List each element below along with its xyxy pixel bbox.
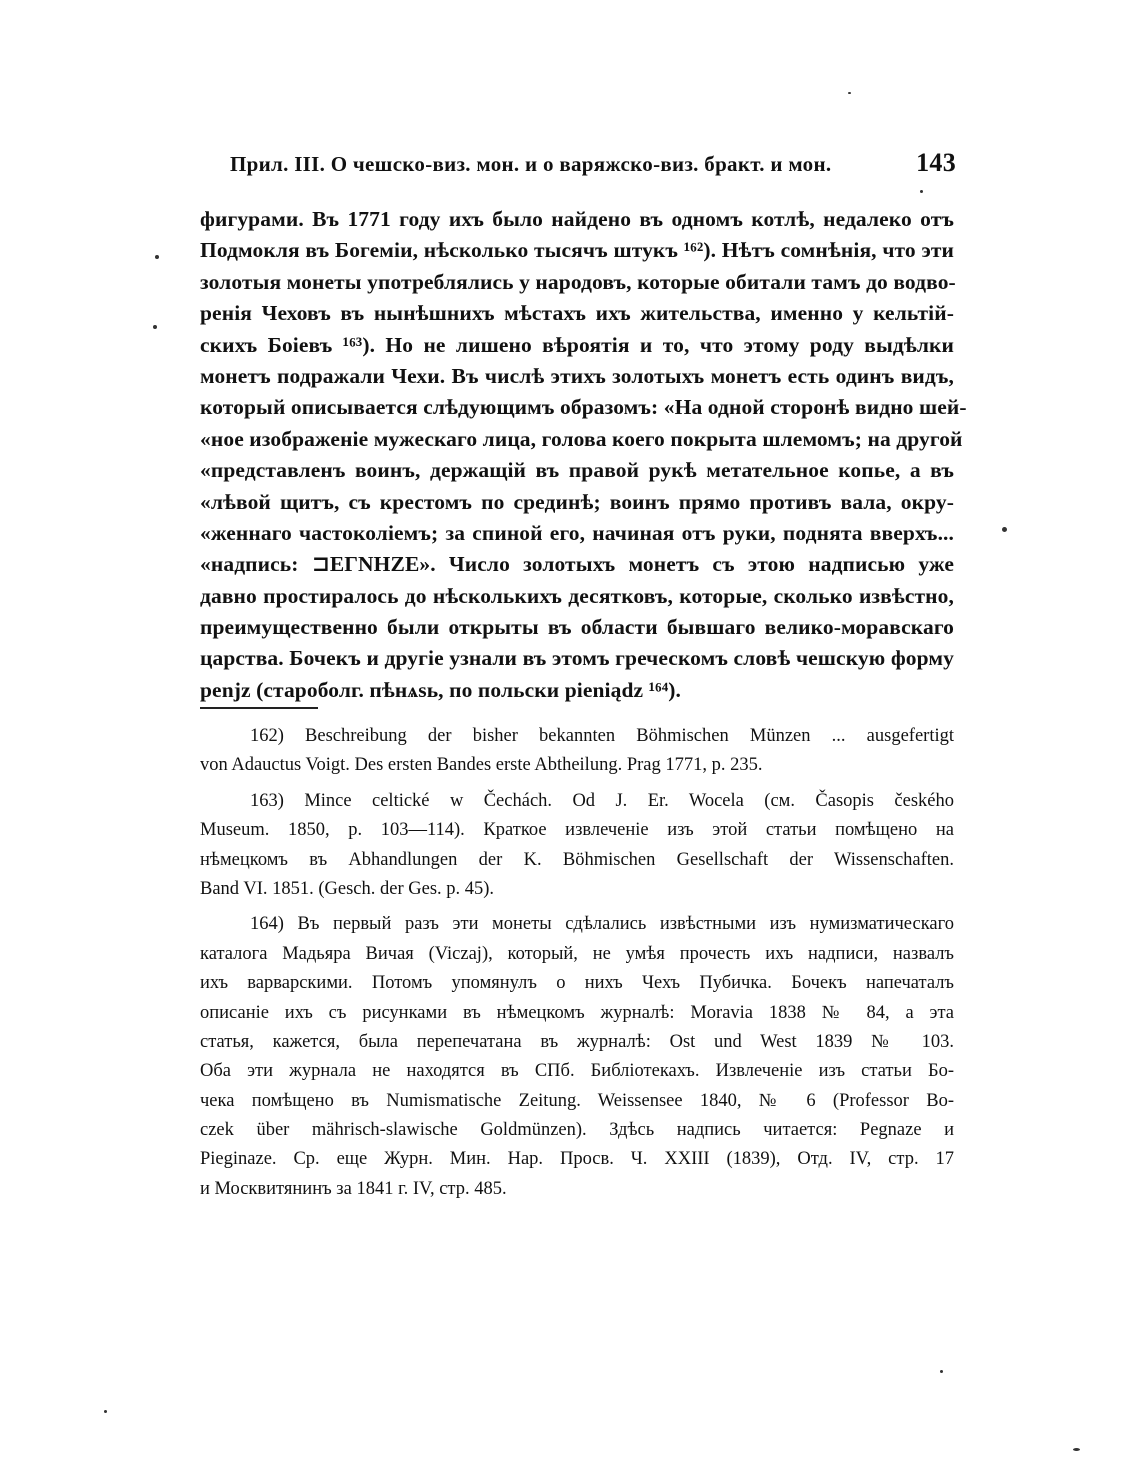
footnote-163 bbox=[200, 787, 954, 905]
footnote-line: czek über mährisch-slawische Goldmünzen). Здѣсь надпись читается: Pegnaze и bbox=[200, 1120, 954, 1141]
running-header bbox=[230, 148, 956, 178]
footnote-line: нѣмецкомъ въ Abhandlungen der K. Böhmischen Gesellschaft der Wissenschaften. bbox=[200, 849, 954, 870]
footnote-separator bbox=[200, 707, 318, 709]
scan-speck bbox=[920, 190, 923, 193]
scan-speck bbox=[848, 92, 851, 94]
body-line: «ное изображеніе мужескаго лица, голова коего покрыта шлемомъ; на другой bbox=[200, 426, 963, 451]
page-number: 143 bbox=[916, 148, 956, 177]
body-line: царства. Бочекъ и другіе узнали въ этомъ греческомъ словѣ чешскую форму bbox=[200, 646, 954, 671]
body-line: «лѣвой щитъ, съ крестомъ по срединѣ; воинъ прямо противъ вала, окру- bbox=[200, 489, 954, 514]
footnote-line: Pieginaze. Ср. еще Журн. Мин. Нар. Просв. Ч. XXIII (1839), Отд. IV, стр. 17 bbox=[200, 1149, 954, 1170]
footnote-line: ихъ варварскими. Потомъ упомянулъ о нихъ Чехъ Пубичка. Бочекъ напечаталъ bbox=[200, 973, 954, 994]
scan-speck bbox=[153, 325, 157, 329]
main-paragraph bbox=[200, 204, 967, 706]
body-line: Подмокля въ Богеміи, нѣсколько тысячъ штукъ ¹⁶²). Нѣтъ сомнѣнія, что эти bbox=[200, 238, 954, 263]
body-line: «представленъ воинъ, держащій въ правой рукѣ метательное копье, а въ bbox=[200, 458, 954, 483]
scan-speck bbox=[940, 1370, 943, 1373]
body-line: преимущественно были открыты въ области бывшаго велико-моравскаго bbox=[200, 615, 954, 640]
footnote-line: Оба эти журнала не находятся въ СПб. Библіотекахъ. Извлеченіе изъ статьи Бо- bbox=[200, 1061, 954, 1082]
footnote-line: Band VI. 1851. (Gesch. der Ges. p. 45). bbox=[200, 878, 495, 899]
footnote-line: описаніе ихъ съ рисунками въ нѣмецкомъ журналѣ: Moravia 1838 № 84, а эта bbox=[200, 1002, 954, 1023]
footnote-line: 162) Beschreibung der bisher bekannten Böhmischen Münzen ... ausgefertigt bbox=[250, 726, 954, 746]
footnote-line: von Adauctus Voigt. Des ersten Bandes erste Abtheilung. Prag 1771, p. 235. bbox=[200, 755, 763, 776]
footnote-line: Museum. 1850, p. 103—114). Краткое извлеченіе изъ этой статьи помѣщено на bbox=[200, 820, 954, 841]
body-line: который описывается слѣдующимъ образомъ: «На одной сторонѣ видно шей- bbox=[200, 395, 967, 420]
footnote-162 bbox=[200, 722, 954, 781]
body-line: давно простиралось до нѣсколькихъ десятковъ, которые, сколько извѣстно, bbox=[200, 583, 954, 608]
footnote-line: каталога Мадьяра Вичая (Viczaj), который, не умѣя прочесть ихъ надписи, назвалъ bbox=[200, 943, 954, 964]
body-line: «женнаго частоколіемъ; за спиной его, начиная отъ руки, поднята вверхъ... bbox=[200, 520, 954, 545]
scan-speck bbox=[155, 255, 159, 259]
footnote-line: статья, кажется, была перепечатана въ журналѣ: Ost und West 1839 № 103. bbox=[200, 1031, 954, 1052]
footnote-line: чека помѣщено въ Numismatische Zeitung. Weissensee 1840, № 6 (Professor Bo- bbox=[200, 1090, 954, 1111]
scan-speck bbox=[104, 1410, 107, 1413]
body-line: penjz (староболг. пѣнѧѕь, по польски pieniądz ¹⁶⁴). bbox=[200, 677, 682, 702]
body-line: скихъ Боіевъ ¹⁶³). Но не лишено вѣроятія и то, что этому роду выдѣлки bbox=[200, 332, 954, 357]
body-line: ренія Чеховъ въ нынѣшнихъ мѣстахъ ихъ жительства, именно у кельтій- bbox=[200, 301, 954, 326]
scan-speck bbox=[1002, 527, 1007, 532]
scan-speck bbox=[1073, 1448, 1080, 1451]
body-line: золотыя монеты употреблялись у народовъ, которые обитали тамъ до водво- bbox=[200, 269, 956, 294]
body-line: фигурами. Въ 1771 году ихъ было найдено въ одномъ котлѣ, недалеко отъ bbox=[200, 207, 954, 231]
footnote-164 bbox=[200, 910, 954, 1204]
footnote-line: 164) Въ первый разъ эти монеты сдѣлались извѣстными изъ нумизматическаго bbox=[250, 914, 954, 935]
body-line: монетъ подражали Чехи. Въ числѣ этихъ золотыхъ монетъ есть одинъ видъ, bbox=[200, 363, 954, 388]
footnote-line: 163) Mince celtické w Čechách. Od J. Er. Wocela (см. Časopis českého bbox=[250, 790, 954, 811]
header-title: Прил. III. О чешско-виз. мон. и о варяжско-виз. бракт. и мон. bbox=[230, 152, 832, 176]
footnotes bbox=[200, 722, 954, 1204]
body-line: «надпись: ⊐ЕΓNHZE». Число золотыхъ монетъ съ этою надписью уже bbox=[200, 552, 954, 577]
footnote-line: и Москвитянинъ за 1841 г. IV, стр. 485. bbox=[200, 1178, 507, 1199]
